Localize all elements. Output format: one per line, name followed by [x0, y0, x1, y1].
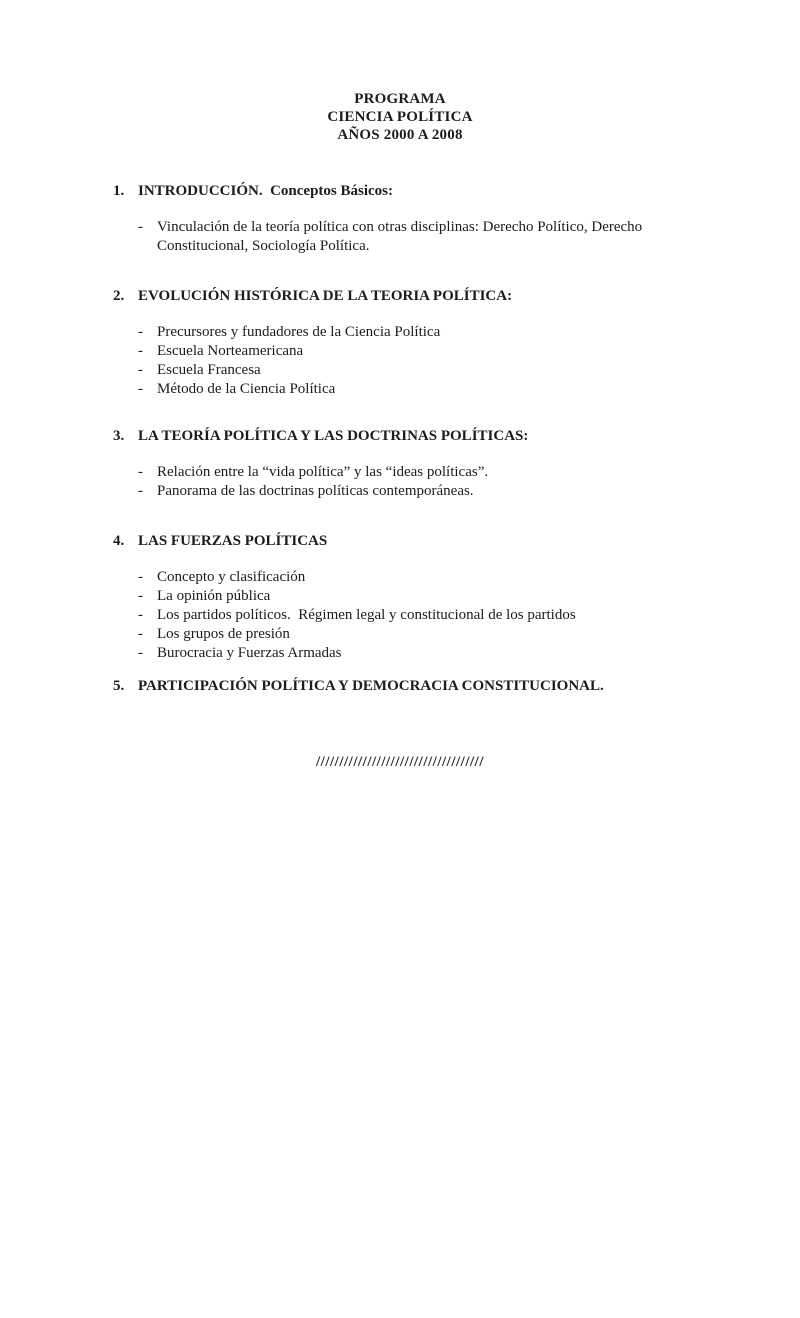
bullet-dash: -: [138, 464, 143, 480]
list-item: [138, 342, 800, 361]
section-heading: [0, 182, 800, 201]
list-item-text: Vinculación de la teoría política con otras disciplinas: Derecho Político, Derecho Constitucional, Sociología Política.: [157, 219, 646, 254]
section-participacion-politica: [0, 677, 800, 696]
list-item: [138, 625, 800, 644]
section-item-list: [138, 568, 800, 663]
list-item: [138, 587, 800, 606]
bullet-dash: -: [138, 607, 143, 623]
list-item-text: Concepto y clasificación: [157, 569, 306, 585]
section-heading: [0, 427, 800, 446]
section-title: LA TEORÍA POLÍTICA Y LAS DOCTRINAS POLÍTICAS:: [138, 428, 529, 444]
bullet-dash: -: [138, 343, 143, 359]
bullet-dash: -: [138, 626, 143, 642]
section-number: 3.: [113, 428, 125, 444]
list-item-text: Escuela Francesa: [157, 362, 261, 378]
title-line-2: CIENCIA POLÍTICA: [327, 109, 473, 125]
bullet-dash: -: [138, 362, 143, 378]
list-item: [138, 380, 800, 399]
title-line-3: AÑOS 2000 A 2008: [337, 127, 463, 143]
list-item-text: Panorama de las doctrinas políticas contemporáneas.: [157, 483, 474, 499]
bullet-dash: -: [138, 645, 143, 661]
bullet-dash: -: [138, 219, 143, 235]
bullet-dash: -: [138, 324, 143, 340]
list-item-text: Los partidos políticos. Régimen legal y constitucional de los partidos: [157, 607, 576, 623]
section-number: 5.: [113, 678, 125, 694]
list-item: [138, 568, 800, 587]
section-evolucion-historica: [0, 287, 800, 399]
document-title-block: [0, 0, 800, 144]
bullet-dash: -: [138, 569, 143, 585]
list-item: [138, 361, 800, 380]
end-of-document-separator: ////////////////////////////////////: [315, 754, 485, 770]
section-fuerzas-politicas: [0, 532, 800, 663]
section-teoria-doctrinas: [0, 427, 800, 501]
section-heading: [0, 532, 800, 551]
list-item-text: Los grupos de presión: [157, 626, 290, 642]
list-item: [138, 644, 800, 663]
title-line-1: PROGRAMA: [354, 91, 446, 107]
bullet-dash: -: [138, 483, 143, 499]
bullet-dash: -: [138, 381, 143, 397]
list-item: [138, 606, 800, 625]
list-item: [138, 463, 800, 482]
section-number: 4.: [113, 533, 125, 549]
section-item-list: [138, 323, 800, 399]
section-number: 2.: [113, 288, 125, 304]
section-heading: [0, 677, 800, 696]
list-item: [138, 482, 800, 501]
section-introduccion: [0, 182, 800, 256]
list-item: [138, 218, 800, 256]
section-title: PARTICIPACIÓN POLÍTICA Y DEMOCRACIA CONSTITUCIONAL.: [138, 678, 604, 694]
list-item-text: Burocracia y Fuerzas Armadas: [157, 645, 342, 661]
section-item-list: [138, 218, 800, 256]
bullet-dash: -: [138, 588, 143, 604]
section-number: 1.: [113, 183, 125, 199]
list-item-text: La opinión pública: [157, 588, 271, 604]
section-title: LAS FUERZAS POLÍTICAS: [138, 533, 328, 549]
list-item-text: Escuela Norteamericana: [157, 343, 304, 359]
list-item: [138, 323, 800, 342]
list-item-text: Relación entre la “vida política” y las “ideas políticas”.: [157, 464, 489, 480]
list-item-text: Precursores y fundadores de la Ciencia Política: [157, 324, 441, 340]
list-item-text: Método de la Ciencia Política: [157, 381, 336, 397]
section-title: EVOLUCIÓN HISTÓRICA DE LA TEORIA POLÍTICA:: [138, 288, 513, 304]
section-title: INTRODUCCIÓN. Conceptos Básicos:: [138, 183, 394, 199]
section-item-list: [138, 463, 800, 501]
section-heading: [0, 287, 800, 306]
